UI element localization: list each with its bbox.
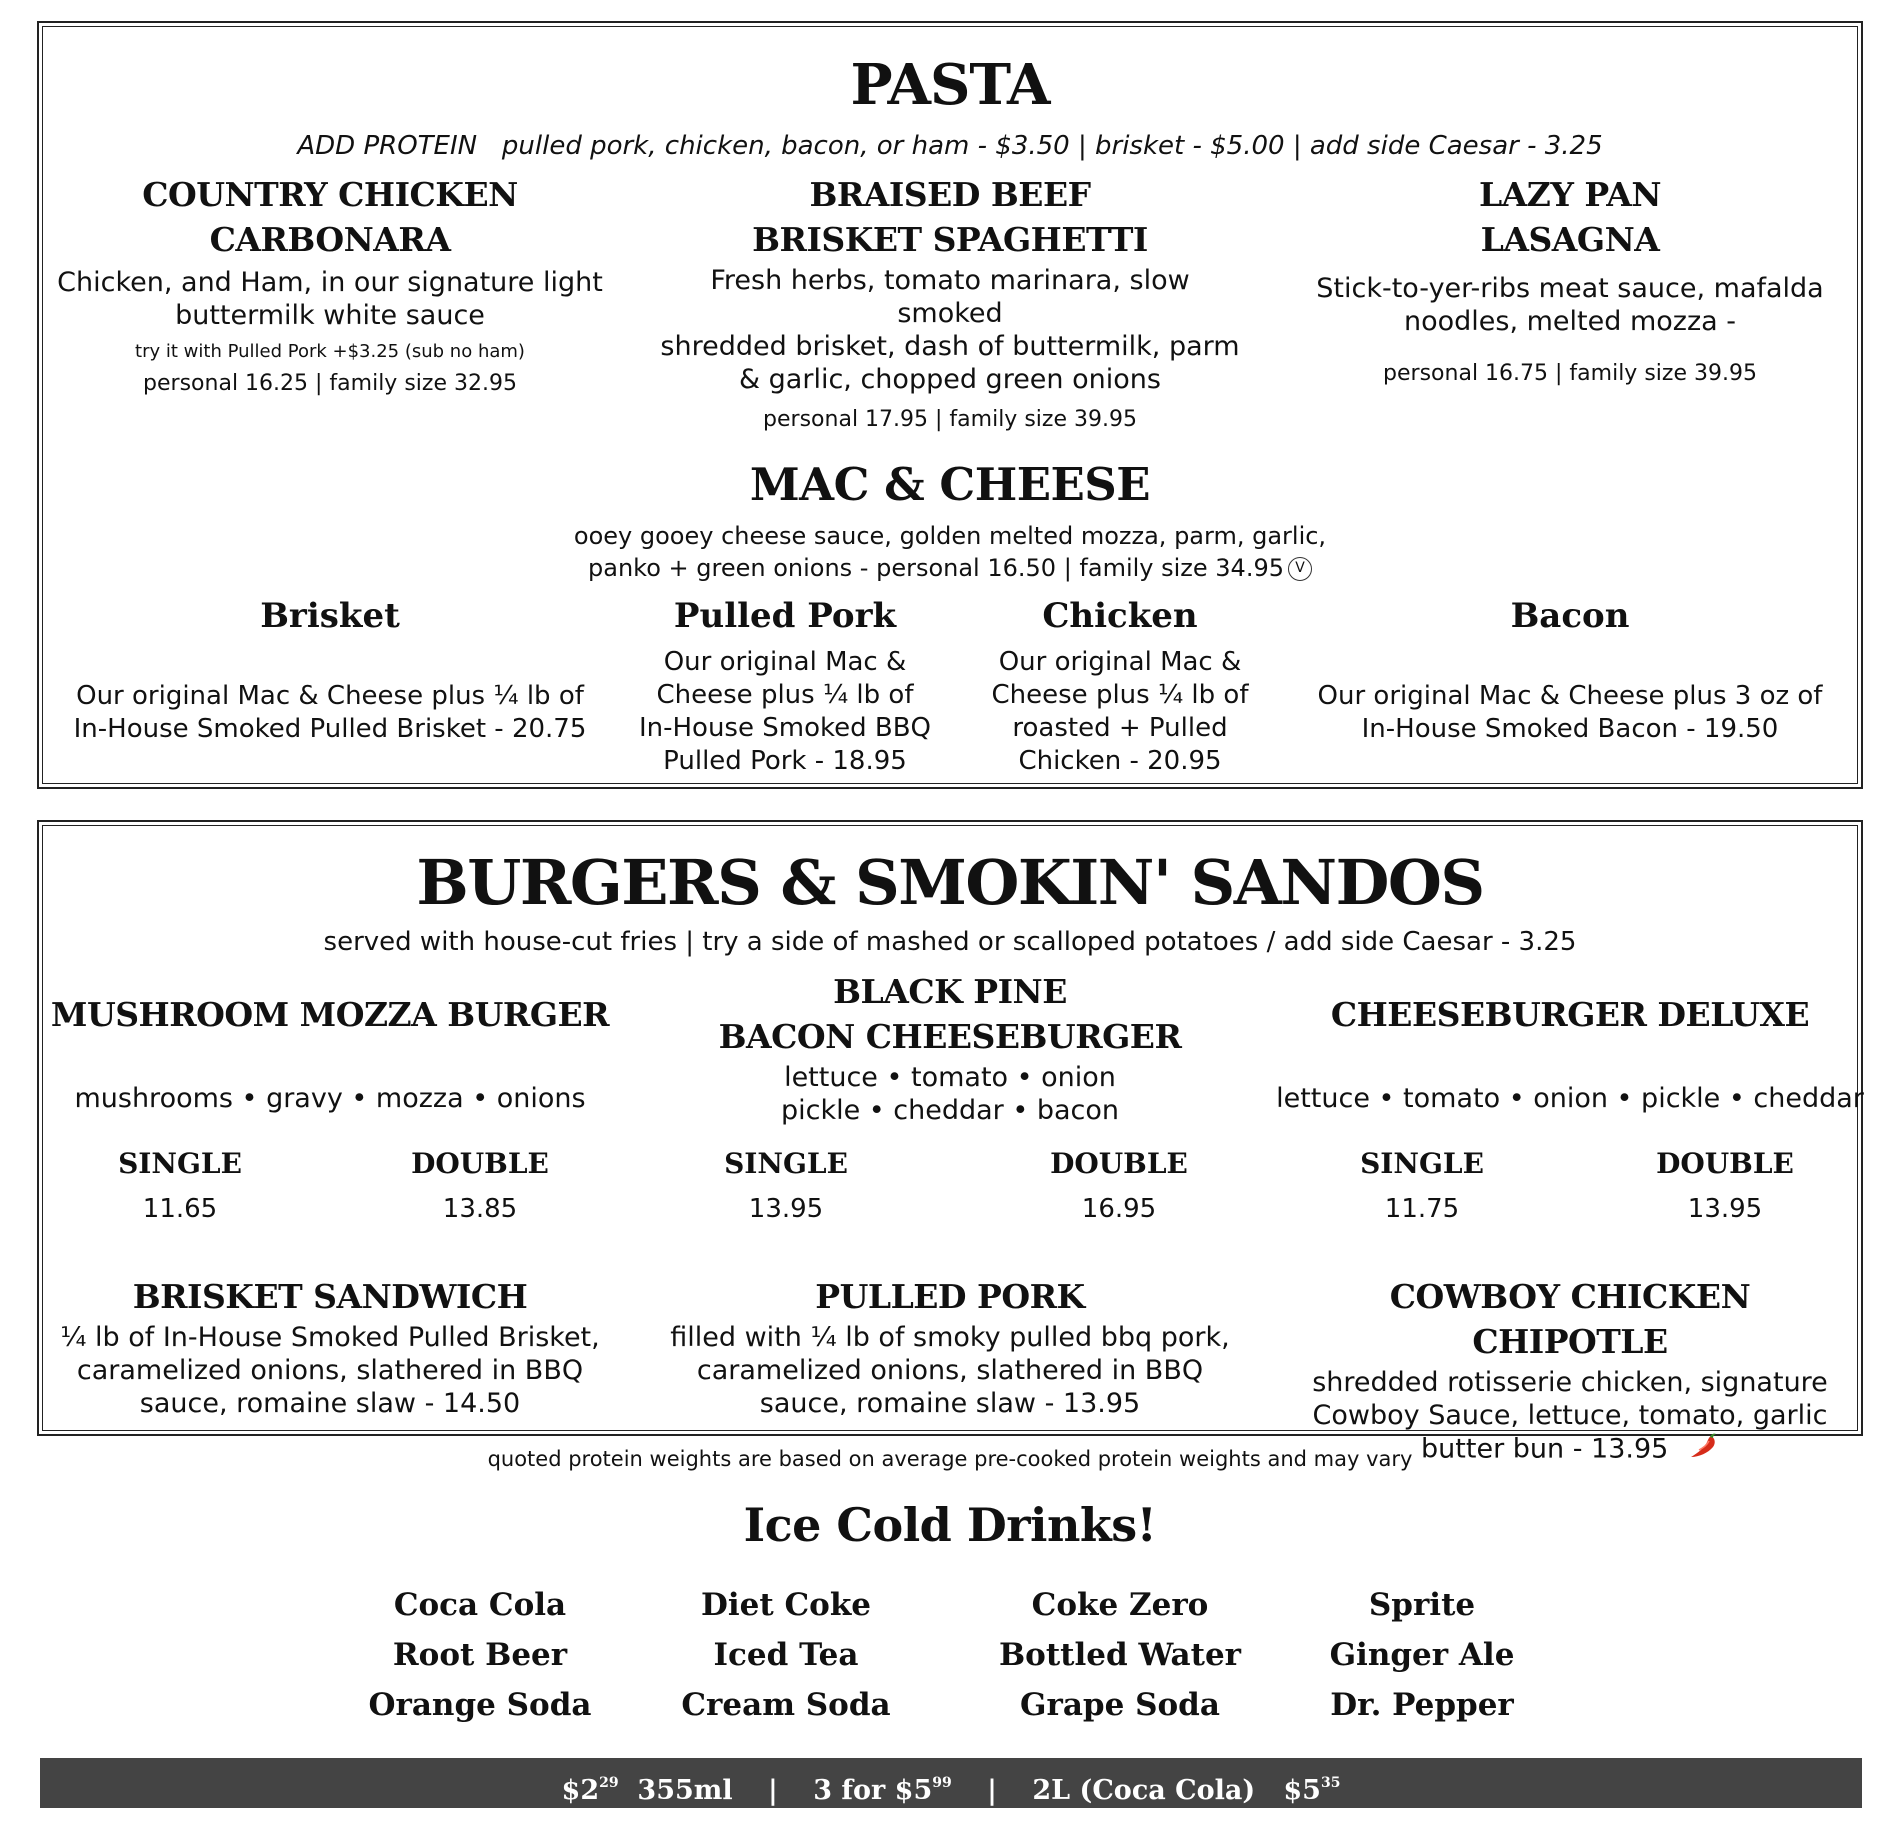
- add-protein-text: pulled pork, chicken, bacon, or ham - $3.50 | brisket - $5.00 | add side Caesar - 3.25: [501, 131, 1603, 161]
- pasta-item-lasagna: [1290, 172, 1850, 388]
- sandwich-desc: caramelized onions, slathered in BBQ: [76, 1355, 584, 1386]
- mac-item-name: Brisket: [260, 596, 400, 636]
- sandwich-desc: Cowboy Sauce, lettuce, tomato, garlic: [1312, 1400, 1828, 1431]
- burger-name: BLACK PINE: [833, 972, 1067, 1011]
- mac-item-desc: Pulled Pork - 18.95: [663, 746, 907, 776]
- pasta-item-carbonara: [40, 172, 620, 398]
- mac-item-bacon: [1290, 594, 1850, 746]
- drink-item: Cream Soda: [681, 1687, 891, 1723]
- mac-title: MAC & CHEESE: [749, 458, 1151, 511]
- dish-price: personal 16.25 | family size 32.95: [143, 371, 517, 396]
- single-price: 13.95: [748, 1194, 824, 1224]
- dish-name: CARBONARA: [209, 220, 451, 259]
- drink-item: Bottled Water: [998, 1637, 1242, 1673]
- mac-description: [0, 520, 1900, 584]
- price-3-for-cents: 99: [932, 1775, 952, 1791]
- price-3-for: 3 for $5: [813, 1775, 933, 1806]
- price-can-cents: 29: [599, 1775, 619, 1791]
- price-separator: |: [768, 1775, 778, 1806]
- drink-price-bar: [40, 1758, 1862, 1808]
- mac-item-desc: Our original Mac & Cheese plus 3 oz of: [1317, 681, 1823, 711]
- protein-weight-note: quoted protein weights are based on average pre-cooked protein weights and may vary: [487, 1447, 1413, 1471]
- mac-item-desc: Chicken - 20.95: [1018, 746, 1222, 776]
- pasta-title: PASTA: [850, 52, 1050, 118]
- dish-price: personal 16.75 | family size 39.95: [1383, 361, 1757, 386]
- dish-description: Chicken, and Ham, in our signature light: [57, 267, 603, 298]
- drink-item: Ginger Ale: [1329, 1637, 1515, 1673]
- drink-item: Coke Zero: [1031, 1587, 1209, 1623]
- single-label: SINGLE: [724, 1147, 848, 1180]
- single-price: 11.75: [1384, 1194, 1460, 1224]
- dish-description: Fresh herbs, tomato marinara, slow smoked: [710, 265, 1190, 329]
- sandwich-desc: butter bun - 13.95: [1421, 1433, 1669, 1465]
- add-protein-line: [0, 129, 1900, 163]
- sandwich-cowboy-chicken: [1290, 1274, 1850, 1468]
- drink-item: Orange Soda: [368, 1687, 592, 1723]
- dish-name: BRISKET SPAGHETTI: [752, 220, 1148, 259]
- double-label: DOUBLE: [1050, 1147, 1188, 1180]
- sandwich-desc: shredded rotisserie chicken, signature: [1312, 1367, 1828, 1398]
- burger-toppings: lettuce • tomato • onion: [784, 1062, 1116, 1093]
- burgers-subtitle: served with house-cut fries | try a side of mashed or scalloped potatoes / add side Caesar - 3.25: [323, 927, 1577, 957]
- sandwich-desc: caramelized onions, slathered in BBQ: [696, 1355, 1204, 1386]
- drinks-column-4: [1292, 1585, 1552, 1725]
- pasta-item-spaghetti: [660, 172, 1240, 434]
- double-label: DOUBLE: [411, 1147, 549, 1180]
- add-protein-label: ADD PROTEIN: [297, 131, 478, 161]
- single-label: SINGLE: [118, 1147, 242, 1180]
- burger-name: CHEESEBURGER DELUXE: [1330, 995, 1810, 1034]
- double-price: 13.85: [442, 1194, 518, 1224]
- drinks-column-1: [350, 1585, 610, 1725]
- mac-description-line: panko + green onions - personal 16.50 | family size 34.95: [588, 554, 1284, 582]
- mac-item-pulled-pork: [620, 594, 950, 778]
- drink-price-text: [40, 1764, 1862, 1810]
- sandwich-desc: sauce, romaine slaw - 13.95: [759, 1388, 1141, 1419]
- mac-item-desc: Our original Mac & Cheese plus ¼ lb of: [76, 681, 584, 711]
- dish-name: COUNTRY CHICKEN: [142, 175, 518, 214]
- sandwich-pulled-pork: [660, 1274, 1240, 1420]
- mac-item-desc: In-House Smoked Bacon - 19.50: [1361, 714, 1779, 744]
- dish-description: Stick-to-yer-ribs meat sauce, mafalda: [1316, 273, 1824, 304]
- drink-item: Iced Tea: [713, 1637, 859, 1673]
- drink-item: Root Beer: [392, 1637, 568, 1673]
- mac-item-desc: Cheese plus ¼ lb of: [991, 680, 1249, 710]
- dish-name: LAZY PAN: [1478, 175, 1662, 214]
- price-2l: $5: [1283, 1775, 1321, 1806]
- drinks-title: Ice Cold Drinks!: [743, 1498, 1157, 1552]
- burger-toppings: lettuce • tomato • onion • pickle • cheddar: [1276, 1083, 1864, 1114]
- mac-item-name: Chicken: [1042, 596, 1198, 636]
- dish-name: BRAISED BEEF: [809, 175, 1091, 214]
- drink-item: Sprite: [1368, 1587, 1476, 1623]
- mac-item-desc: Our original Mac &: [998, 647, 1242, 677]
- drink-item: Dr. Pepper: [1330, 1687, 1514, 1723]
- mac-description-line: ooey gooey cheese sauce, golden melted mozza, parm, garlic,: [573, 522, 1327, 550]
- burger-black-pine: [660, 969, 1240, 1127]
- dish-description: & garlic, chopped green onions: [739, 364, 1161, 395]
- sandwich-brisket: [40, 1274, 620, 1420]
- dish-description: shredded brisket, dash of buttermilk, parm: [660, 331, 1240, 362]
- mac-item-desc: In-House Smoked BBQ: [638, 713, 932, 743]
- price-separator: |: [987, 1775, 997, 1806]
- price-2l-label: 2L (Coca Cola): [1032, 1775, 1256, 1806]
- mac-item-name: Pulled Pork: [673, 596, 897, 636]
- price-2l-cents: 35: [1320, 1775, 1341, 1791]
- burger-name: BACON CHEESEBURGER: [718, 1017, 1182, 1056]
- dish-name: LASAGNA: [1480, 220, 1660, 259]
- mac-item-desc: In-House Smoked Pulled Brisket - 20.75: [73, 714, 587, 744]
- vegetarian-icon: V: [1288, 557, 1312, 581]
- sandwich-name: PULLED PORK: [815, 1277, 1085, 1316]
- mac-item-desc: roasted + Pulled: [1012, 713, 1228, 743]
- burger-toppings: mushrooms • gravy • mozza • onions: [74, 1083, 586, 1114]
- double-label: DOUBLE: [1656, 1147, 1794, 1180]
- drinks-column-2: [656, 1585, 916, 1725]
- drink-item: Grape Soda: [1020, 1687, 1220, 1723]
- burgers-title: BURGERS & SMOKIN' SANDOS: [416, 846, 1484, 919]
- drink-item: Diet Coke: [700, 1587, 872, 1623]
- dish-price: personal 17.95 | family size 39.95: [763, 407, 1137, 432]
- can-size: 355ml: [637, 1775, 733, 1806]
- sandwich-name: BRISKET SANDWICH: [132, 1277, 528, 1316]
- mac-item-chicken: [955, 594, 1285, 778]
- sandwich-name: COWBOY CHICKEN CHIPOTLE: [1389, 1277, 1751, 1361]
- double-price: 13.95: [1687, 1194, 1763, 1224]
- mac-item-desc: Cheese plus ¼ lb of: [656, 680, 914, 710]
- price-can: $2: [561, 1775, 600, 1806]
- sandwich-desc: ¼ lb of In-House Smoked Pulled Brisket,: [60, 1322, 600, 1353]
- dish-description: buttermilk white sauce: [175, 300, 485, 331]
- dish-description: noodles, melted mozza -: [1403, 306, 1736, 337]
- burger-name: MUSHROOM MOZZA BURGER: [50, 995, 610, 1034]
- mac-item-brisket: [40, 594, 620, 746]
- double-price: 16.95: [1081, 1194, 1157, 1224]
- single-label: SINGLE: [1360, 1147, 1484, 1180]
- burger-toppings: pickle • cheddar • bacon: [780, 1095, 1120, 1126]
- drink-item: Coca Cola: [393, 1587, 567, 1623]
- sandwich-desc: sauce, romaine slaw - 14.50: [139, 1388, 521, 1419]
- mac-item-desc: Our original Mac &: [663, 647, 907, 677]
- mac-item-name: Bacon: [1510, 596, 1630, 636]
- sandwich-desc: filled with ¼ lb of smoky pulled bbq pork,: [670, 1322, 1230, 1353]
- single-price: 11.65: [142, 1194, 218, 1224]
- dish-note: try it with Pulled Pork +$3.25 (sub no ham): [135, 341, 525, 362]
- drinks-column-3: [970, 1585, 1270, 1725]
